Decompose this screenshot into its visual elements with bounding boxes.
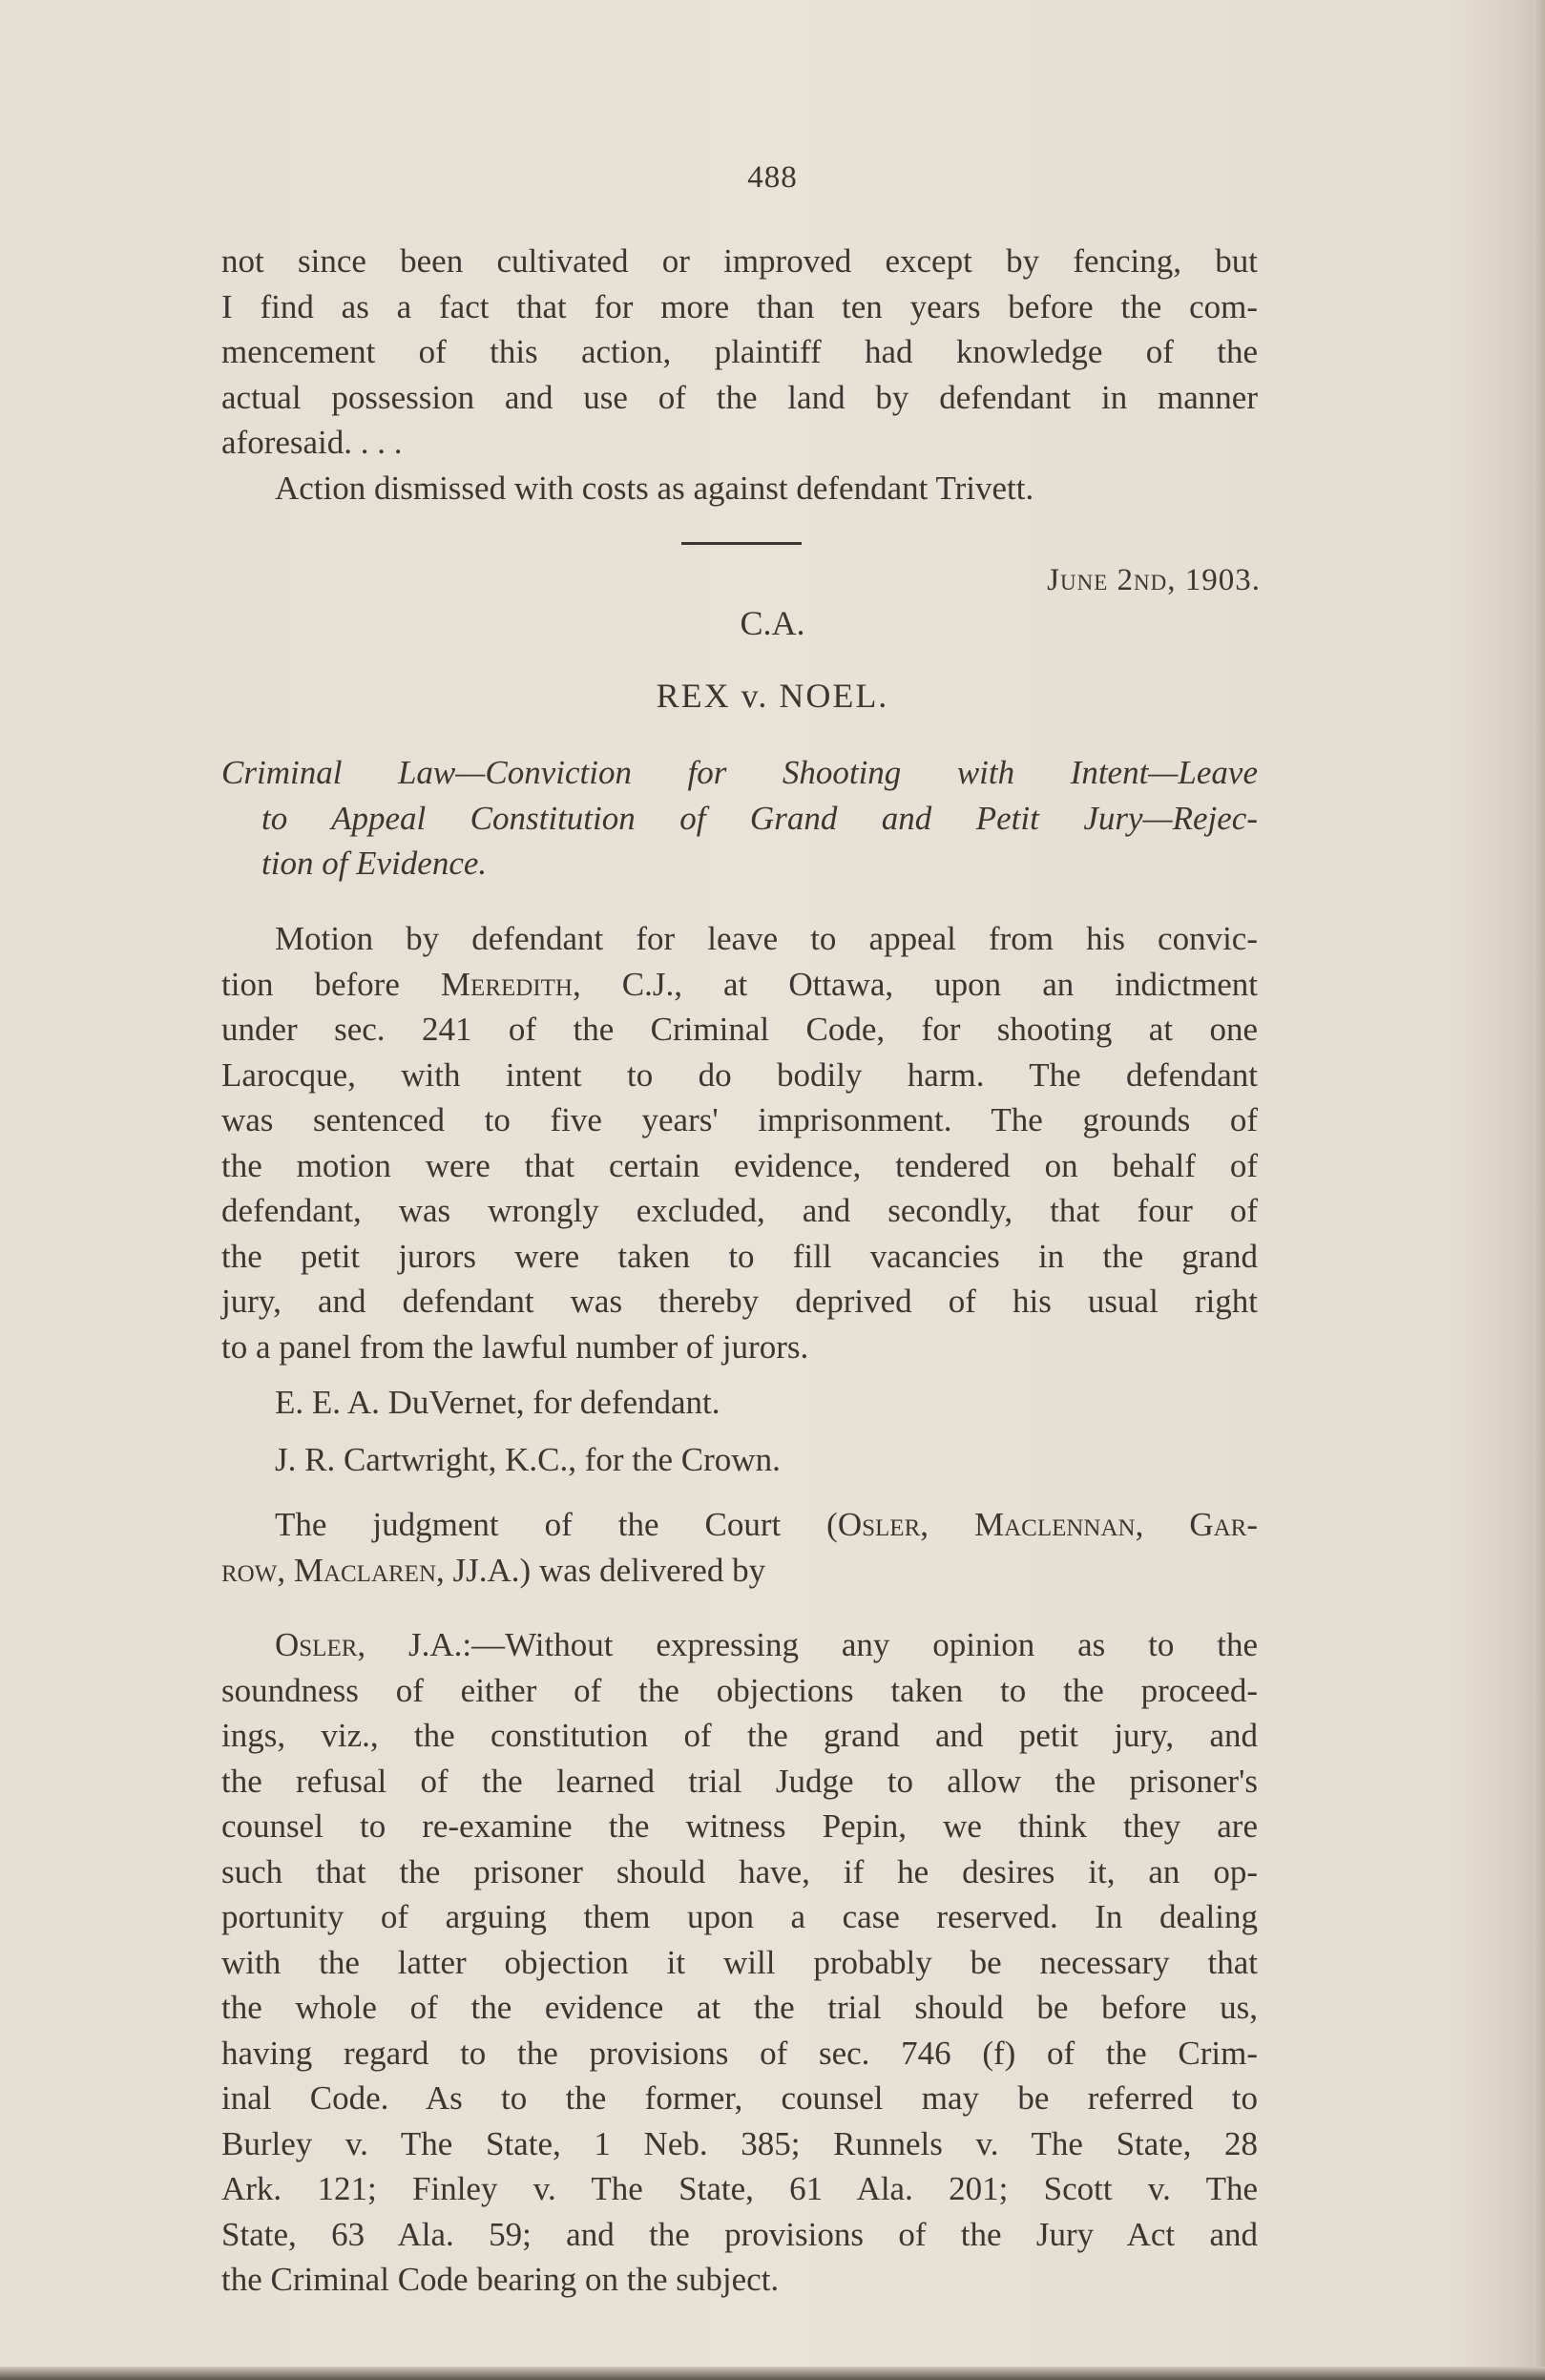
judgment-intro-line: row, Maclaren, JJ.A.) was delivered by [221, 1551, 766, 1589]
judge-name: Meredith [440, 965, 573, 1003]
motion-line: Larocque, with intent to do bodily harm. The defendant [221, 1055, 1258, 1094]
court-label: C.A. [740, 604, 805, 642]
page-right-edge [1534, 0, 1545, 2380]
motion-line: the motion were that certain evidence, tendered on behalf of [221, 1146, 1258, 1184]
motion-line: was sentenced to five years' imprisonment. The grounds of [221, 1101, 1258, 1138]
motion-line: defendant, was wrongly excluded, and secondly, that four of [221, 1192, 1258, 1229]
judge-name: Gar- [1189, 1506, 1258, 1543]
continuation-line: actual possession and use of the land by defendant in manner [221, 378, 1258, 416]
decision-date: June 2nd, 1903. [1047, 563, 1261, 597]
continuation-line: I find as a fact that for more than ten years before the com- [221, 287, 1258, 325]
opinion-line: State, 63 Ala. 59; and the provisions of the Jury Act and [221, 2215, 1258, 2253]
disposition: Action dismissed with costs as against defendant Trivett. [275, 469, 1034, 507]
opinion-line: portunity of arguing them upon a case reserved. In dealing [221, 1898, 1258, 1935]
opinion-line: inal Code. As to the former, counsel may be referred to [221, 2079, 1258, 2117]
motion-line: jury, and defendant was thereby deprived of his usual right [221, 1283, 1258, 1320]
opinion-line: soundness of either of the objections taken to the proceed- [221, 1671, 1258, 1709]
opinion-line: the whole of the evidence at the trial should be before us, [221, 1989, 1258, 2026]
continuation-line: mencement of this action, plaintiff had knowledge of the [221, 333, 1258, 370]
motion-line: Motion by defendant for leave to appeal from his convic- [275, 920, 1258, 957]
opinion-line: the refusal of the learned trial Judge to allow the prisoner's [221, 1762, 1258, 1800]
judge-name: Maclennan [973, 1506, 1136, 1543]
opinion-line: such that the prisoner should have, if he desires it, an op- [221, 1852, 1258, 1890]
opinion-line: counsel to re-examine the witness Pepin, we think they are [221, 1807, 1258, 1845]
headnote-line: Criminal Law—Conviction for Shooting with Intent—Leave [221, 754, 1258, 791]
page-number: 488 [747, 160, 798, 195]
opinion-line: Burley v. The State, 1 Neb. 385; Runnels v. The State, 28 [221, 2124, 1258, 2162]
opinion-line: the Criminal Code bearing on the subject. [221, 2261, 780, 2298]
opinion-line: with the latter objection it will probably be necessary that [221, 1943, 1258, 1981]
section-rule [681, 542, 802, 545]
judge-name: row [221, 1551, 278, 1589]
judgment-intro-line: The judgment of the Court (Osler, Maclennan, Gar- [275, 1506, 1258, 1543]
judge-name: Osler [837, 1506, 921, 1543]
opinion-line: having regard to the provisions of sec. 746 (f) of the Crim- [221, 2034, 1258, 2072]
continuation-line: aforesaid. . . . [221, 424, 403, 461]
counsel-defendant: E. E. A. DuVernet, for defendant. [275, 1384, 720, 1421]
headnote [221, 750, 1258, 887]
motion-line: the petit jurors were taken to fill vacancies in the grand [221, 1237, 1258, 1275]
continuation-line: not since been cultivated or improved except by fencing, but [221, 242, 1258, 280]
opinion-line: ings, viz., the constitution of the grand and petit jury, and [221, 1717, 1258, 1754]
opinion-line: Ark. 121; Finley v. The State, 61 Ala. 201; Scott v. The [221, 2170, 1258, 2207]
case-title: REX v. NOEL. [656, 677, 889, 715]
judge-name: Maclaren [293, 1551, 437, 1589]
motion-line: to a panel from the lawful number of jurors. [221, 1327, 809, 1366]
opinion-line: Osler, J.A.:—Without expressing any opinion as to the [275, 1626, 1258, 1663]
counsel-crown: J. R. Cartwright, K.C., for the Crown. [275, 1441, 781, 1478]
headnote-line: to Appeal Constitution of Grand and Petit Jury—Rejec- [261, 799, 1258, 837]
judge-name: Osler [275, 1626, 358, 1663]
page-bottom-edge [0, 2367, 1545, 2380]
headnote-line: tion of Evidence. [261, 845, 488, 882]
motion-line: tion before Meredith, C.J., at Ottawa, upon an indictment [221, 965, 1258, 1003]
motion-line: under sec. 241 of the Criminal Code, for shooting at one [221, 1011, 1258, 1048]
